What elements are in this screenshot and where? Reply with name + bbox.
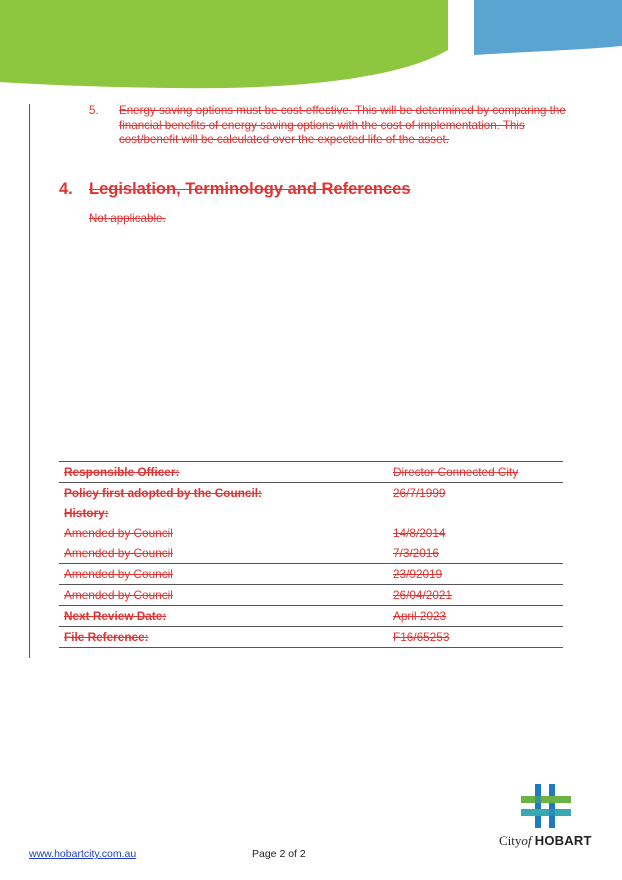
table-row — [59, 462, 563, 483]
row-value: Director Connected City — [388, 462, 563, 483]
logo-city-text: City — [499, 833, 522, 848]
table-row — [59, 606, 563, 627]
table-row — [59, 564, 563, 585]
table-row — [59, 523, 563, 543]
row-value: 14/8/2014 — [393, 526, 446, 540]
table-row — [59, 585, 563, 606]
row-label: Responsible Officer: — [59, 462, 388, 483]
section-heading — [59, 180, 411, 199]
header-blue-shape — [474, 0, 622, 55]
logo-of-text: of — [521, 833, 532, 848]
policy-info-table — [59, 461, 563, 648]
row-label: History: — [64, 506, 109, 520]
page-number: Page 2 of 2 — [252, 848, 306, 860]
header-banner — [0, 0, 622, 100]
row-value: F16/65253 — [388, 627, 563, 648]
section-number: 4. — [59, 180, 73, 198]
row-value: 26/7/1999 — [393, 486, 446, 500]
row-label: Next Review Date: — [59, 606, 388, 627]
table-row — [59, 543, 563, 564]
section-title: Legislation, Terminology and References — [89, 180, 411, 198]
row-value: 26/04/2021 — [388, 585, 563, 606]
table-row — [59, 503, 563, 523]
city-of-hobart-logo — [499, 784, 599, 854]
website-link[interactable]: www.hobartcity.com.au — [29, 848, 137, 860]
row-value: April 2023 — [388, 606, 563, 627]
list-item-text: Energy saving options must be cost-effective. This will be determined by comparing the financial benefits of energy saving options with the cost of implementation. This cost/benefit will be calculated over the expected life of the asset. — [119, 104, 566, 146]
row-label: Amended by Council — [59, 564, 388, 585]
logo-hobart-text: HOBART — [534, 833, 592, 848]
table-row — [59, 483, 563, 504]
row-value: 23/92019 — [388, 564, 563, 585]
row-label: Amended by Council — [59, 585, 388, 606]
row-value — [388, 503, 563, 523]
revision-change-bar — [29, 104, 30, 658]
list-item-5 — [89, 104, 569, 148]
row-value: 7/3/2016 — [388, 543, 563, 564]
row-label: Amended by Council — [59, 543, 388, 564]
header-green-shape — [0, 0, 448, 88]
row-label: Policy first adopted by the Council: — [64, 486, 262, 500]
logo-wordmark — [499, 833, 592, 849]
row-label: Amended by Council — [64, 526, 173, 540]
hobart-emblem-icon — [521, 784, 571, 828]
row-label: File Reference: — [59, 627, 388, 648]
section-body: Not applicable. — [89, 212, 166, 225]
table-row — [59, 627, 563, 648]
list-item-number: 5. — [89, 104, 99, 117]
